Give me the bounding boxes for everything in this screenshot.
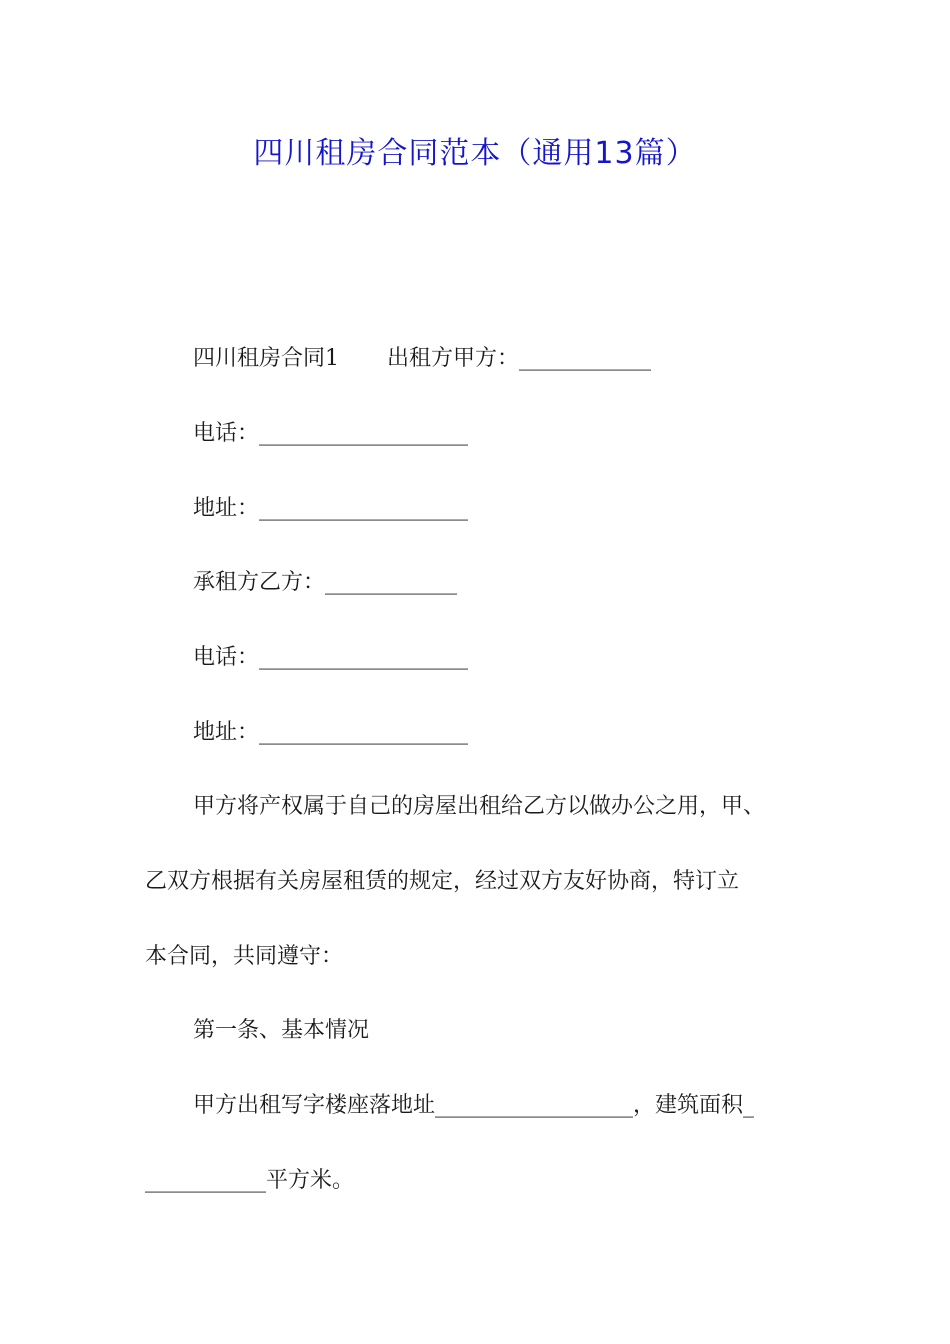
intro-paragraph-line-2: 乙双方根据有关房屋租赁的规定，经过双方友好协商，特订立 bbox=[145, 869, 740, 894]
contract-heading-line bbox=[193, 344, 651, 374]
intro-paragraph-line-1: 甲方将产权属于自己的房屋出租给乙方以做办公之用，甲、 bbox=[193, 794, 766, 819]
party-b-phone-field: 电话：___________________ bbox=[193, 645, 469, 670]
intro-paragraph-line-3: 本合同，共同遵守： bbox=[145, 944, 344, 969]
party-a-address-field: 地址：___________________ bbox=[193, 496, 469, 521]
lessee-party-b-field: 承租方乙方：____________ bbox=[193, 570, 458, 595]
document-title: 四川租房合同范本（通用13篇） bbox=[253, 136, 697, 171]
article-one-line-2: ___________平方米。 bbox=[145, 1168, 355, 1193]
article-one-heading: 第一条、基本情况 bbox=[193, 1018, 370, 1043]
party-a-phone-field: 电话：___________________ bbox=[193, 421, 469, 446]
article-one-line-1: 甲方出租写字楼座落地址__________________，建筑面积_ bbox=[193, 1093, 755, 1118]
lessor-party-a-field: 出租方甲方：____________ bbox=[387, 346, 652, 371]
contract-number-label: 四川租房合同1 bbox=[193, 346, 339, 371]
party-b-address-field: 地址：___________________ bbox=[193, 720, 469, 745]
